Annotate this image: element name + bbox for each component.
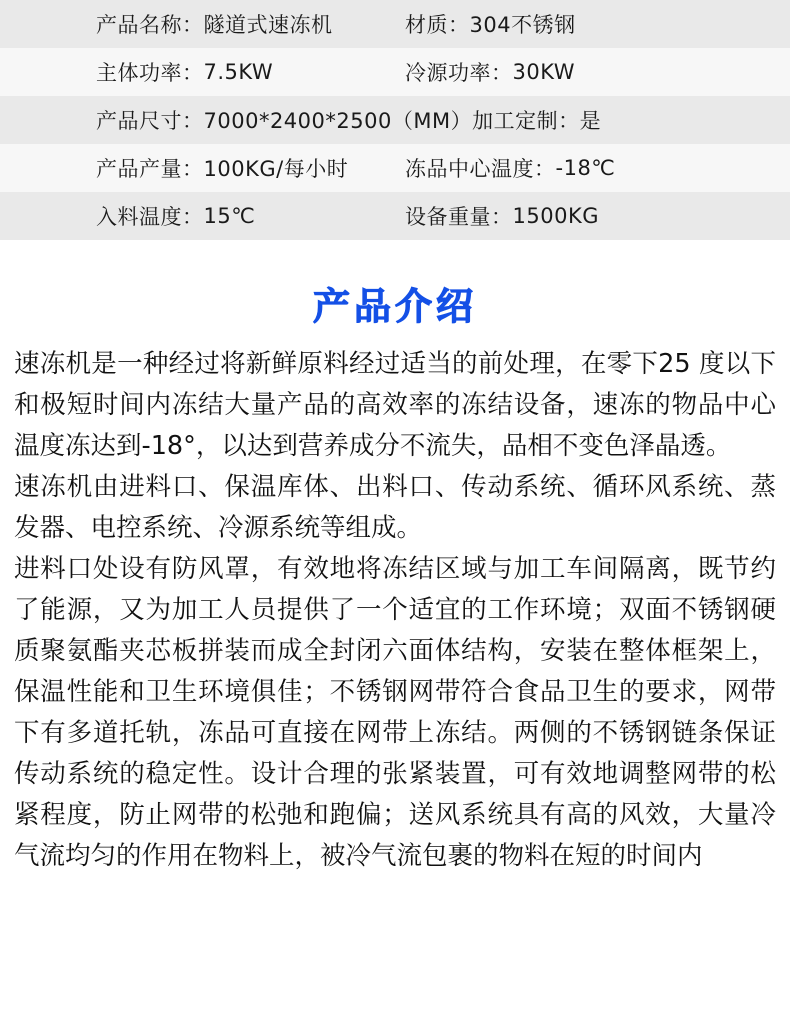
spec-label: 主体功率： bbox=[96, 61, 204, 85]
spec-cell-left bbox=[0, 144, 395, 192]
spec-value: 产品尺寸：7000*2400*2500（MM）加工定制：是 bbox=[96, 109, 602, 133]
spec-cell-left bbox=[0, 48, 395, 96]
paragraph: 速冻机是一种经过将新鲜原料经过适当的前处理，在零下25 度以下和极短时间内冻结大量产品的高效率的冻结设备，速冻的物品中心温度冻达到-18°，以达到营养成分不流失，品相不变色泽晶透。 bbox=[14, 349, 776, 461]
spec-label: 设备重量： bbox=[405, 205, 513, 229]
spec-value: 304不锈钢 bbox=[469, 13, 576, 37]
spec-label: 产品产量： bbox=[96, 157, 204, 181]
spec-label: 材质： bbox=[405, 13, 470, 37]
spec-value: 7.5KW bbox=[203, 60, 274, 84]
table-row bbox=[0, 0, 790, 48]
paragraph: 进料口处设有防风罩，有效地将冻结区域与加工车间隔离，既节约了能源，又为加工人员提供了一个适宜的工作环境；双面不锈钢硬质聚氨酯夹芯板拼装而成全封闭六面体结构，安装在整体框架上，保温性能和卫生环境俱佳；不锈钢网带符合食品卫生的要求，网带下有多道托轨，冻品可直接在网带上冻结。两侧的不锈钢链条保证传动系统的稳定性。设计合理的张紧装置，可有效地调整网带的松紧程度，防止网带的松弛和跑偏；送风系统具有高的风效，大量冷气流均匀的作用在物料上，被冷气流包裹的物料在短的时间内 bbox=[14, 554, 776, 871]
table-row bbox=[0, 48, 790, 96]
spec-value: 15℃ bbox=[203, 204, 256, 228]
spec-label: 产品名称： bbox=[96, 13, 204, 37]
spec-cell-right bbox=[395, 0, 790, 48]
table-row bbox=[0, 144, 790, 192]
spec-value: 30KW bbox=[512, 60, 576, 84]
table-row bbox=[0, 192, 790, 240]
spec-cell-left bbox=[0, 192, 395, 240]
paragraph: 速冻机由进料口、保温库体、出料口、传动系统、循环风系统、蒸发器、电控系统、冷源系统等组成。 bbox=[14, 472, 776, 543]
product-intro-body bbox=[0, 344, 790, 877]
spec-value: 隧道式速冻机 bbox=[203, 13, 333, 37]
spec-cell-right bbox=[395, 144, 790, 192]
spec-label: 入料温度： bbox=[96, 205, 204, 229]
table-row bbox=[0, 96, 790, 144]
spec-value: -18℃ bbox=[555, 156, 616, 180]
spec-value: 1500KG bbox=[512, 204, 599, 228]
spec-label: 冷源功率： bbox=[405, 61, 513, 85]
product-spec-table bbox=[0, 0, 790, 240]
spec-cell-left bbox=[0, 0, 395, 48]
spec-label: 冻品中心温度： bbox=[405, 157, 556, 181]
spec-cell-right bbox=[395, 192, 790, 240]
section-title-product-intro: 产品介绍 bbox=[313, 285, 477, 328]
spec-cell-right bbox=[395, 48, 790, 96]
spec-cell-full bbox=[0, 96, 790, 144]
spec-value: 100KG/每小时 bbox=[203, 157, 349, 181]
